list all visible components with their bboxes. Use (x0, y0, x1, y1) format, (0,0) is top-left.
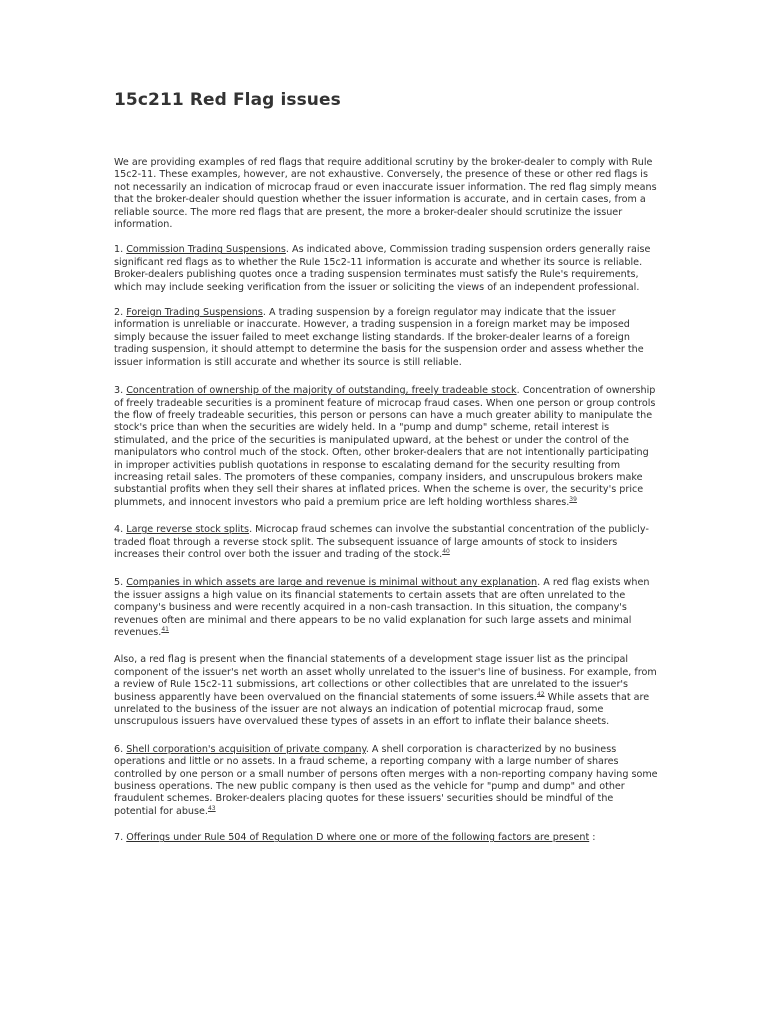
red-flag-item-3 (114, 385, 658, 509)
item-number: 6. (114, 743, 124, 755)
item-link-large-reverse-stock-splits[interactable]: Large reverse stock splits (126, 524, 250, 536)
item-text: . Concentration of ownership of freely tradeable securities is a prominent feature of microcap fraud cases. When one person or group controls the flow of freely tradeable securities, this person or persons can have a much greater ability to manipulate the stock's price than when the securities are widely held. In a "pump and dump" scheme, retail interest is stimulated, and the price of the securities is manipulated upward, at the behest or under the control of the manipulators who control much of the stock. Often, other broker-dealers that are not intentionally participating in improper activities publish quotations in response to escalating demand for the security resulting from increasing retail sales. The promoters of these companies, company insiders, and unscrupulous brokers make substantial profits when they sell their shares at inflated prices. When the scheme is over, the security's price plummets, and innocent investors who paid a premium price are left holding worthless shares. (114, 385, 656, 508)
red-flag-item-5 (114, 577, 658, 639)
item-number: 7. (114, 832, 124, 844)
item-text: . A trading suspension by a foreign regulator may indicate that the issuer information is unreliable or inaccurate. However, a trading suspension in a foreign market may be imposed simply because the issuer failed to meet exchange listing standards. If the broker-dealer learns of a foreign trading suspension, it should attempt to determine the basis for the suspension order and assess whether the issuer information is still accurate and whether its source is still reliable. (114, 307, 644, 368)
item-link-concentration-of-ownership[interactable]: Concentration of ownership of the majority of outstanding, freely tradeable stock (126, 385, 517, 397)
item-text: . Microcap fraud schemes can involve the substantial concentration of the publicly-traded float through a reverse stock split. The subsequent issuance of large amounts of stock to insiders increases their control over both the issuer and trading of the stock. (114, 524, 649, 560)
item-link-foreign-trading-suspensions[interactable]: Foreign Trading Suspensions (126, 307, 263, 319)
footnote-link[interactable]: 39 (569, 495, 577, 503)
item-text: : (592, 832, 596, 844)
item-number: 4. (114, 524, 124, 536)
item-number: 3. (114, 385, 124, 397)
item-number: 5. (114, 577, 124, 589)
red-flag-item-6 (114, 744, 658, 818)
item-text: . As indicated above, Commission trading suspension orders generally raise significant red flags as to whether the Rule 15c2-11 information is accurate and whether its source is reliable. Broker-dealers publishing quotes once a trading suspension terminates must satisfy the Rule's requirements, which may include seeking verification from the issuer or soliciting the views of an independent professional. (114, 244, 651, 293)
footnote-link[interactable]: 40 (442, 547, 450, 555)
item-number: 2. (114, 307, 124, 319)
item-link-shell-corporation[interactable]: Shell corporation's acquisition of private company (126, 743, 366, 755)
intro-paragraph: We are providing examples of red flags that require additional scrutiny by the broker-dealer to comply with Rule 15c2-11. These examples, however, are not exhaustive. Conversely, the presence of these or other red flags is not necessarily an indication of microcap fraud or even inaccurate issuer information. The red flag simply means that the broker-dealer should question whether the issuer information is accurate, and in certain cases, from a reliable source. The more red flags that are present, the more a broker-dealer should scrutinize the issuer information. (114, 157, 657, 231)
red-flag-item-2 (114, 307, 658, 369)
paragraph-text: While assets that are unrelated to the business of the issuer are not always an indication of potential microcap fraud, some unscrupulous issuers have overvalued these types of assets in an effort to inflate their balance sheets. (114, 691, 650, 728)
also-paragraph (114, 654, 658, 728)
paragraph-text: Also, a red flag is present when the financial statements of a development stage issuer list as the principal component of the issuer's net worth an asset wholly unrelated to the issuer's line of business. For example, from a review of Rule 15c2-11 submissions, art collections or other collectibles that are unrelated to the issuer's business apparently have been overvalued on the financial statements of some issuers. (114, 654, 657, 703)
item-link-large-assets-minimal-revenue[interactable]: Companies in which assets are large and revenue is minimal without any explanation (126, 577, 538, 589)
footnote-link[interactable]: 42 (536, 690, 545, 698)
item-text: . A shell corporation is characterized by no business operations and little or no assets. In a fraud scheme, a reporting company with a large number of shares controlled by one person or a small number of persons often merges with a non-reporting company having some business operations. The new public company is then used as the vehicle for "pump and dump" and other fraudulent schemes. Broker-dealers placing quotes for these issuers' securities should be mindful of the potential for abuse. (114, 743, 658, 817)
page-title: 15c211 Red Flag issues (114, 90, 341, 110)
red-flag-item-7 (114, 832, 658, 844)
item-link-rule-504-offerings[interactable]: Offerings under Rule 504 of Regulation D where one or more of the following factors are present (126, 832, 590, 844)
item-text: . A red flag exists when the issuer assigns a high value on its financial statements to certain assets that are often unrelated to the company's business and were recently acquired in a non-cash transaction. In this situation, the company's revenues often are minimal and there appears to be no valid explanation for such large assets and minimal revenues. (114, 577, 650, 638)
red-flag-item-4 (114, 524, 658, 561)
footnote-link[interactable]: 41 (161, 625, 169, 633)
document-body (114, 157, 658, 859)
footnote-link[interactable]: 43 (207, 804, 216, 812)
red-flag-item-1 (114, 244, 658, 294)
item-number: 1. (114, 244, 124, 256)
item-link-commission-trading-suspensions[interactable]: Commission Trading Suspensions (126, 244, 286, 256)
